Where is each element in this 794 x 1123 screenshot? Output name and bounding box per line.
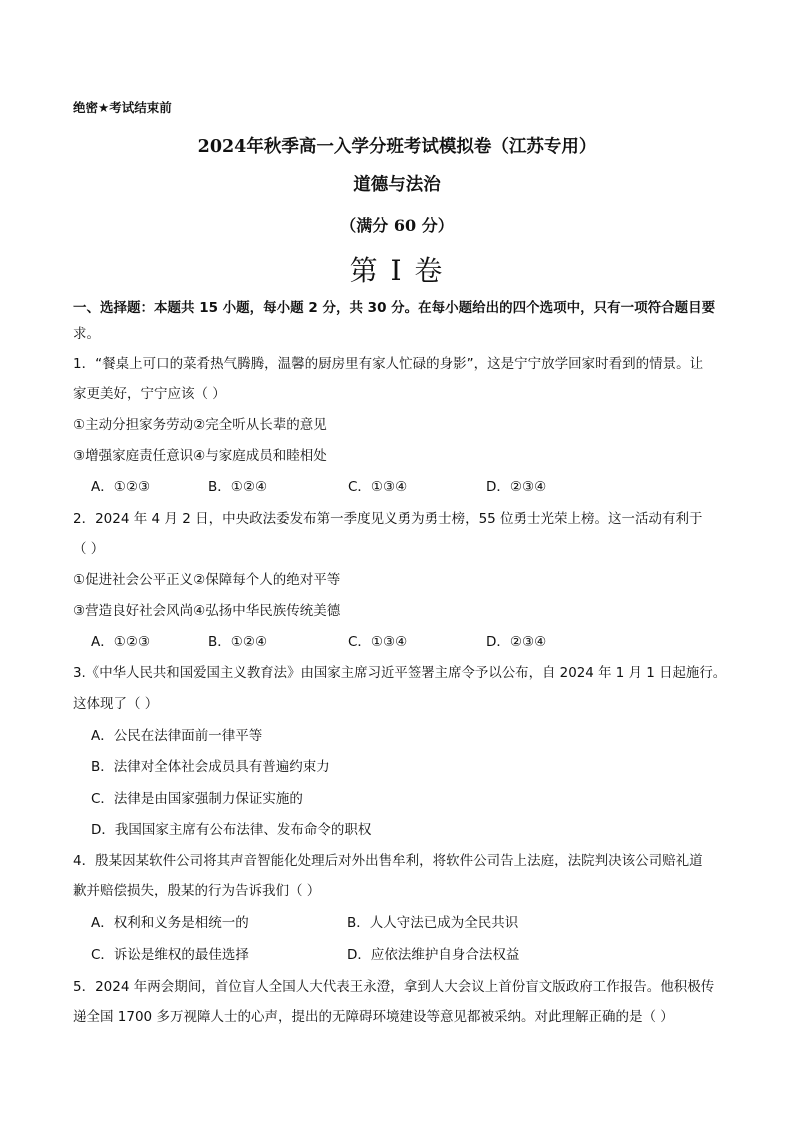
question-3-line2: 这体现了（ ） — [73, 696, 159, 712]
subject-title: 道德与法治 — [353, 175, 441, 195]
question-3-option-a: A．公民在法律面前一律平等 — [91, 728, 263, 744]
secret-mark: 绝密★考试结束前 — [73, 100, 172, 115]
question-3-option-c: C．法律是由国家强制力保证实施的 — [91, 791, 303, 807]
question-2-line1: 2．2024 年 4 月 2 日，中央政法委发布第一季度见义勇为勇士榜，55 位勇士光荣上榜。这一活动有利于 — [73, 511, 703, 527]
question-1-line2: 家更美好，宁宁应该（ ） — [73, 386, 226, 402]
question-1-option-b: B．①②④ — [208, 479, 268, 495]
question-4-option-c: C．诉讼是维权的最佳选择 — [91, 947, 249, 963]
question-2-item1: ①促进社会公平正义②保障每个人的绝对平等 — [73, 572, 341, 588]
question-2-option-d: D．②③④ — [486, 634, 547, 650]
section-instruction-line2: 求。 — [73, 326, 100, 342]
question-1-option-c: C．①③④ — [348, 479, 408, 495]
question-4-line2: 歉并赔偿损失，殷某的行为告诉我们（ ） — [73, 883, 321, 899]
question-4-option-b: B．人人守法已成为全民共识 — [347, 915, 519, 931]
question-1-option-d: D．②③④ — [486, 479, 547, 495]
question-4-option-d: D．应依法维护自身合法权益 — [347, 947, 520, 963]
volume-heading: 第 I 卷 — [349, 254, 445, 287]
question-2-line2: （ ） — [73, 541, 105, 557]
question-1-option-a: A．①②③ — [91, 479, 151, 495]
question-3-line1: 3.《中华人民共和国爱国主义教育法》由国家主席习近平签署主席令予以公布，自 2024 年 1 月 1 日起施行。 — [73, 665, 727, 681]
question-5-line2: 递全国 1700 多万视障人士的心声，提出的无障碍环境建设等意见都被采纳。对此理解正确的是（ ） — [73, 1009, 674, 1025]
question-4-line1: 4．殷某因某软件公司将其声音智能化处理后对外出售牟利，将软件公司告上法庭，法院判决该公司赔礼道 — [73, 853, 703, 869]
question-1-item1: ①主动分担家务劳动②完全听从长辈的意见 — [73, 417, 327, 433]
question-4-option-a: A．权利和义务是相统一的 — [91, 915, 249, 931]
question-2-option-a: A．①②③ — [91, 634, 151, 650]
question-1-item2: ③增强家庭责任意识④与家庭成员和睦相处 — [73, 448, 327, 464]
question-5-line1: 5．2024 年两会期间，首位盲人全国人大代表王永澄，拿到人大会议上首份盲文版政府工作报告。他积极传 — [73, 979, 715, 995]
question-2-option-b: B．①②④ — [208, 634, 268, 650]
exam-title: 2024年秋季高一入学分班考试模拟卷（江苏专用） — [197, 137, 597, 157]
question-2-option-c: C．①③④ — [348, 634, 408, 650]
question-3-option-d: D．我国国家主席有公布法律、发布命令的职权 — [91, 822, 372, 838]
question-3-option-b: B．法律对全体社会成员具有普遍约束力 — [91, 759, 330, 775]
question-2-item2: ③营造良好社会风尚④弘扬中华民族传统美德 — [73, 603, 341, 619]
question-1-line1: 1．“餐桌上可口的菜肴热气腾腾，温馨的厨房里有家人忙碌的身影”，这是宁宁放学回家时看到的情景。让 — [73, 356, 704, 372]
full-score: （满分 60 分） — [340, 216, 454, 235]
section-instruction-line1: 一、选择题：本题共 15 小题，每小题 2 分，共 30 分。在每小题给出的四个选项中，只有一项符合题目要 — [73, 300, 716, 316]
